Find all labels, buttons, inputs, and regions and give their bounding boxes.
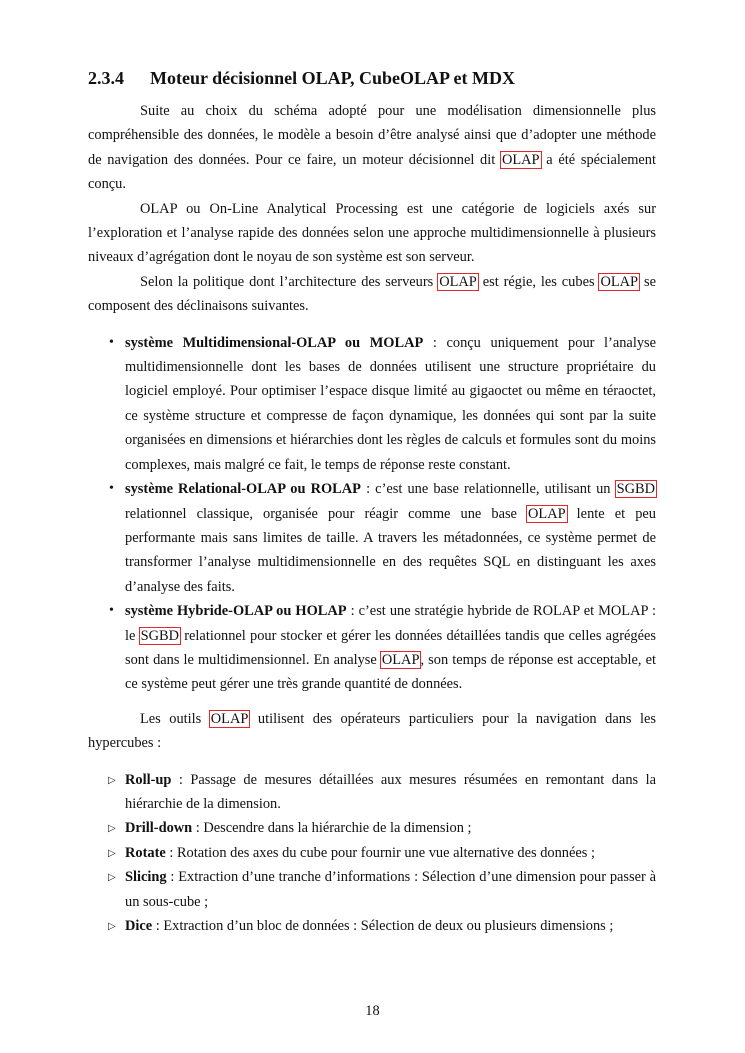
list-item-slicing xyxy=(88,865,656,914)
triangle-bullet-icon: ▷ xyxy=(108,823,116,835)
section-heading xyxy=(88,66,656,90)
text-run: est régie, les cubes xyxy=(477,273,600,290)
acronym-link-olap[interactable]: OLAP xyxy=(501,151,540,168)
list-item-holap xyxy=(88,599,656,697)
acronym-link-sgbd[interactable]: SGBD xyxy=(140,627,180,644)
list-item-drill-down xyxy=(88,816,656,840)
list-item-rolap xyxy=(88,477,656,599)
spacer xyxy=(88,697,656,707)
term-holap: système Hybride-OLAP ou HOLAP xyxy=(125,603,347,620)
text-run: lente et peu performante mais sans limites de taille. A travers les métadonnées, ce système permet de transformer l’analyse multidimensionnelle en des requêtes SQL en distinguant les axes d’analyse des faits. xyxy=(125,505,656,595)
triangle-bullet-icon: ▷ xyxy=(108,872,116,884)
text-run: : Passage de mesures détaillées aux mesures résumées en remontant dans la hiérarchie de la dimension. xyxy=(125,771,656,812)
acronym-link-sgbd[interactable]: SGBD xyxy=(616,481,655,498)
page-number: 18 xyxy=(365,1003,380,1019)
text-run: a été spécialement conçu. xyxy=(88,151,656,193)
text-run: : Extraction d’un bloc de données : Sélection de deux ou plusieurs dimensions ; xyxy=(152,918,614,934)
section-number: 2.3.4 xyxy=(88,68,124,88)
text-run: , son temps de réponse est acceptable, et ce système peut gérer une très grande quantité de données. xyxy=(125,651,656,693)
acronym-link-olap[interactable]: OLAP xyxy=(528,505,566,522)
term-rotate: Rotate xyxy=(125,844,166,861)
text-run: relationnel pour stocker et gérer les données détaillées tandis que celles agrégées sont dans le multidimensionnel. En analyse xyxy=(125,627,656,668)
acronym-link-olap[interactable]: OLAP xyxy=(210,710,249,727)
paragraph-olap-definition: OLAP ou On-Line Analytical Processing est une catégorie de logiciels axés sur l’exploration et l’analyse rapide des données selon une approche multidimensionnelle à plusieurs niveaux d’agrégation dont le noyau de son système est son serveur. xyxy=(88,200,656,266)
operators-list xyxy=(88,768,656,939)
text-run: utilisent des opérateurs particuliers pour la navigation dans les hypercubes : xyxy=(88,710,656,752)
acronym-link-olap[interactable]: OLAP xyxy=(600,273,639,290)
section-title: Moteur décisionnel OLAP, CubeOLAP et MDX xyxy=(150,68,515,88)
triangle-bullet-icon: ▷ xyxy=(108,847,116,859)
text-run: : c’est une stratégie hybride de ROLAP et MOLAP : le xyxy=(125,603,656,644)
acronym-link-olap[interactable]: OLAP xyxy=(439,273,477,290)
term-rolap: système Relational-OLAP ou ROLAP xyxy=(125,481,361,498)
term-dice: Dice xyxy=(125,918,153,934)
olap-systems-list xyxy=(88,331,656,697)
bullet-icon: • xyxy=(109,481,114,497)
document-page xyxy=(88,66,656,938)
list-item-roll-up xyxy=(88,768,656,817)
triangle-bullet-icon: ▷ xyxy=(108,774,116,786)
text-run: : Rotation des axes du cube pour fournir une vue alternative des données ; xyxy=(165,844,595,861)
term-slicing: Slicing xyxy=(125,869,167,886)
text-run: Selon la politique dont l’architecture des serveurs xyxy=(140,273,439,290)
term-roll-up: Roll-up xyxy=(125,771,172,788)
paragraph-operators-intro xyxy=(88,707,656,756)
paragraph-cube-types xyxy=(88,270,656,319)
term-drill-down: Drill-down xyxy=(125,820,193,837)
text-run: relationnel classique, organisée pour réagir comme une base xyxy=(125,505,528,522)
text-run: : Descendre dans la hiérarchie de la dimension ; xyxy=(192,820,472,837)
term-molap: système Multidimensional-OLAP ou MOLAP xyxy=(125,334,424,351)
acronym-link-olap[interactable]: OLAP xyxy=(381,651,420,668)
triangle-bullet-icon: ▷ xyxy=(108,921,116,932)
list-item-dice xyxy=(88,914,656,938)
text-run: se composent des déclinaisons suivantes. xyxy=(88,273,656,315)
paragraph-intro xyxy=(88,99,656,197)
text-run: Suite au choix du schéma adopté pour une modélisation dimensionnelle plus compréhensible des données, le modèle a besoin d’être analysé ainsi que d’adopter une méthode de navigation des données. Pour ce faire, un moteur décisionnel dit xyxy=(88,103,656,168)
text-run: Les outils xyxy=(140,710,210,727)
text-run: : c’est une base relationnelle, utilisant un xyxy=(360,481,616,498)
text-run: : Extraction d’une tranche d’informations : Sélection d’une dimension pour passer à un sous-cube ; xyxy=(125,869,656,910)
text-run: : conçu uniquement pour l’analyse multidimensionnelle dont les bases de données utilisent une structure propriétaire du logiciel employé. Pour optimiser l’espace disque limité au gigaoctet ou même en téraoctet, ce système structure et compresse de façon dynamique, les données qui sont par la suite organisées en dimensions et hiérarchies dont les règles de calculs et formules sont du moins complexes, mais malgré ce fait, le temps de réponse reste constant. xyxy=(125,334,656,473)
list-item-rotate xyxy=(88,841,656,865)
list-item-molap xyxy=(88,331,656,477)
bullet-icon: • xyxy=(109,603,114,619)
bullet-icon: • xyxy=(109,334,114,350)
